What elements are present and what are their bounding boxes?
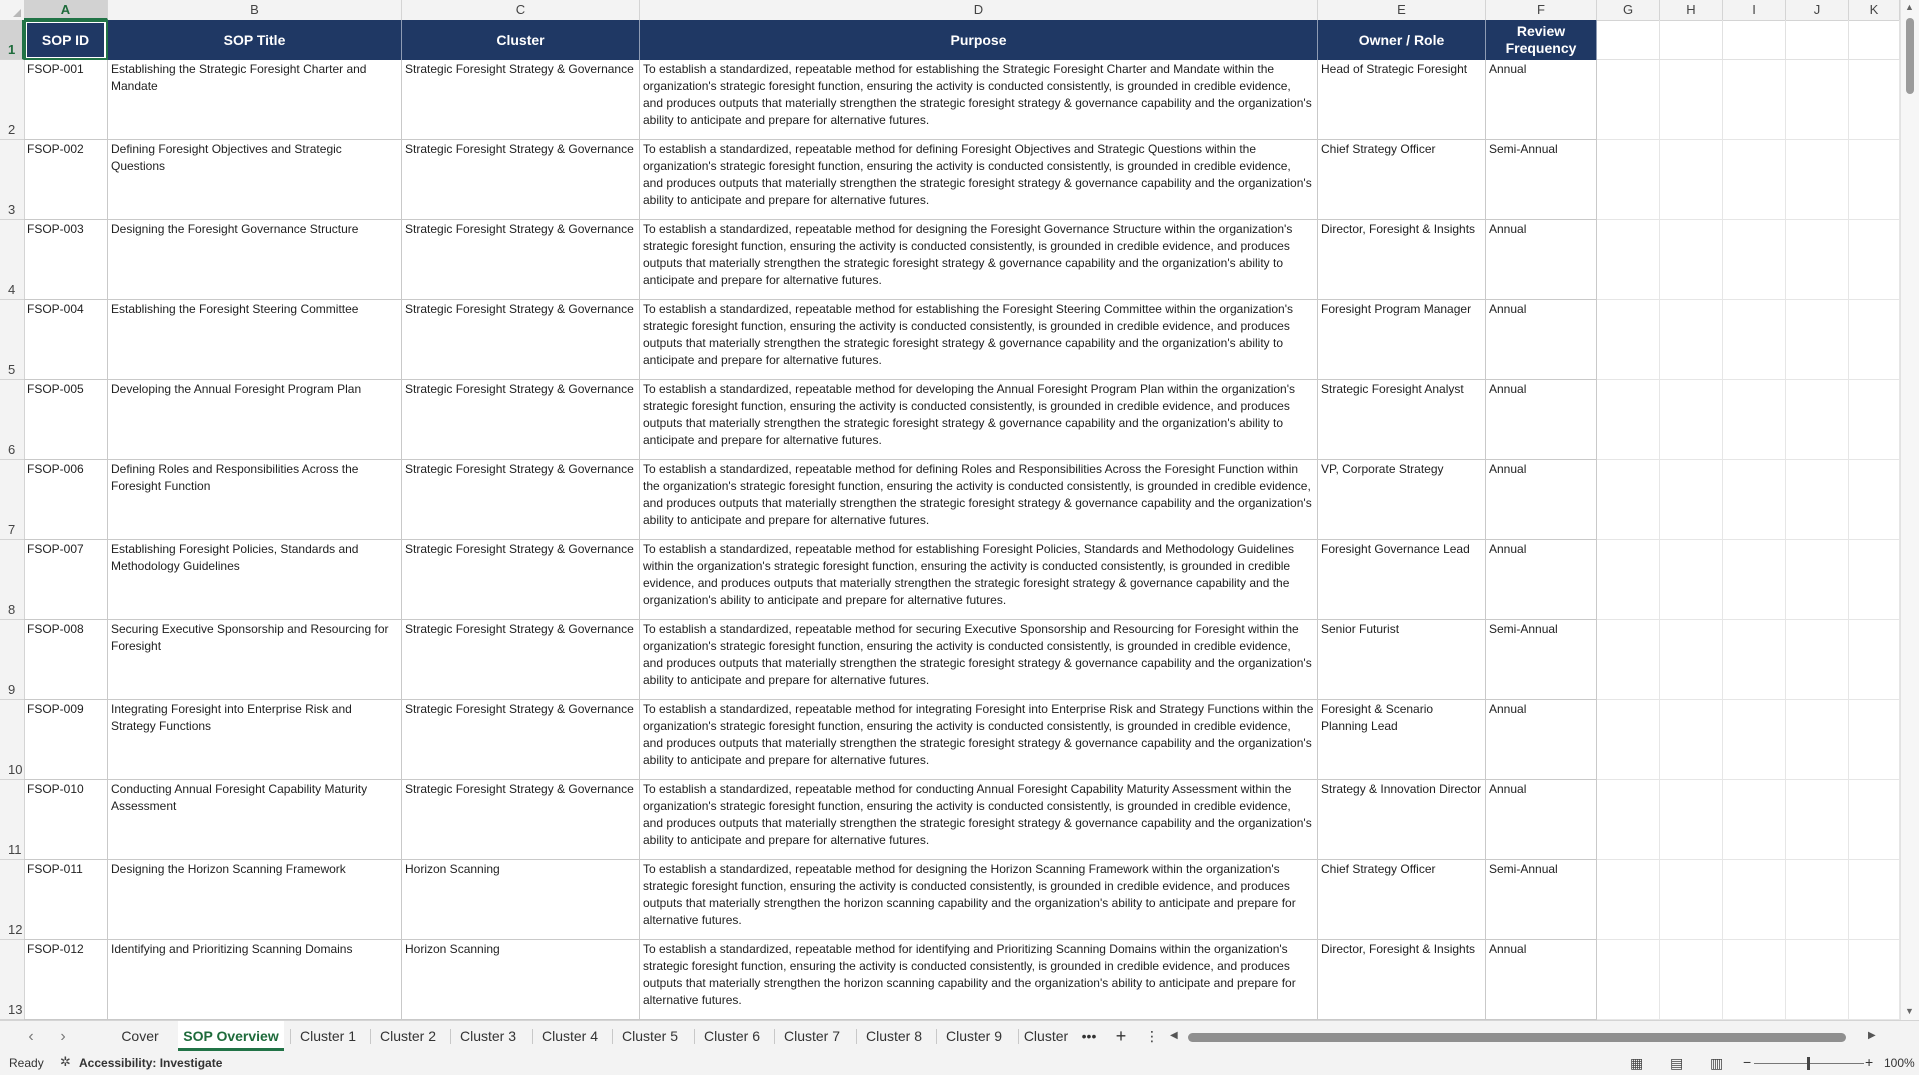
cell-purpose[interactable]: To establish a standardized, repeatable method for integrating Foresight into Enterprise Risk and Strategy Functions within the organization's strategic foresight function, ensuring the activity is conducted consistently, is grounded in credible evidence, and produces outputs that materially strengthen the strategic foresight strategy & governance capability and the organization's ability to anticipate and prepare for alternative futures. bbox=[640, 700, 1318, 780]
scroll-down-icon[interactable]: ▼ bbox=[1905, 1006, 1914, 1016]
empty-cell[interactable] bbox=[1786, 780, 1849, 860]
empty-cell[interactable] bbox=[1660, 220, 1723, 300]
column-header-b[interactable]: B bbox=[108, 0, 402, 20]
row-number: 3 bbox=[8, 202, 16, 217]
row-number: 6 bbox=[8, 442, 16, 457]
cell-freq[interactable]: Annual bbox=[1486, 700, 1597, 780]
cell-title[interactable]: Designing the Horizon Scanning Framework bbox=[108, 860, 402, 940]
cell-freq[interactable]: Annual bbox=[1486, 380, 1597, 460]
empty-cell[interactable] bbox=[1660, 460, 1723, 540]
empty-cell[interactable] bbox=[1723, 620, 1786, 700]
cell-cluster[interactable]: Strategic Foresight Strategy & Governance bbox=[402, 700, 640, 780]
empty-cell[interactable] bbox=[1597, 140, 1660, 220]
empty-cell[interactable] bbox=[1597, 780, 1660, 860]
ready-status: Ready bbox=[9, 1056, 44, 1070]
row-number: 11 bbox=[8, 842, 22, 857]
cell-cluster[interactable]: Strategic Foresight Strategy & Governance bbox=[402, 540, 640, 620]
row-header-12[interactable] bbox=[0, 860, 24, 940]
cell-owner[interactable]: Senior Futurist bbox=[1318, 620, 1486, 700]
row-header-7[interactable] bbox=[0, 460, 24, 540]
empty-cell[interactable] bbox=[1597, 220, 1660, 300]
table-row bbox=[24, 140, 1900, 220]
row-number: 10 bbox=[8, 762, 23, 777]
header-cell-a[interactable]: SOP ID bbox=[24, 20, 108, 60]
row-number: 13 bbox=[8, 1002, 23, 1017]
empty-cell[interactable] bbox=[1660, 140, 1723, 220]
accessibility-icon[interactable]: ✲ bbox=[60, 1054, 71, 1069]
column-header-bar bbox=[0, 0, 1900, 21]
cell-title[interactable]: Identifying and Prioritizing Scanning Domains bbox=[108, 940, 402, 1020]
cell-owner[interactable]: VP, Corporate Strategy bbox=[1318, 460, 1486, 540]
row-header-11[interactable] bbox=[0, 780, 24, 860]
sheet-tab-bar bbox=[0, 1020, 1919, 1053]
cell-cluster[interactable]: Strategic Foresight Strategy & Governance bbox=[402, 780, 640, 860]
empty-cell[interactable] bbox=[1660, 860, 1723, 940]
spreadsheet-grid[interactable] bbox=[24, 20, 1900, 1020]
sheet-tab-cluster-8[interactable]: Cluster 8 bbox=[865, 1028, 923, 1044]
sheet-tab-cluster-3[interactable]: Cluster 3 bbox=[459, 1028, 517, 1044]
empty-cell[interactable] bbox=[1786, 540, 1849, 620]
cell-title[interactable]: Establishing the Strategic Foresight Charter and Mandate bbox=[108, 60, 402, 140]
empty-cell[interactable] bbox=[1723, 460, 1786, 540]
empty-cell[interactable] bbox=[1786, 940, 1849, 1020]
cell-owner[interactable]: Strategy & Innovation Director bbox=[1318, 780, 1486, 860]
header-cell-f[interactable]: Review Frequency bbox=[1486, 20, 1597, 60]
cell-owner[interactable]: Foresight & Scenario Planning Lead bbox=[1318, 700, 1486, 780]
tab-separator bbox=[694, 1029, 695, 1044]
zoom-slider[interactable] bbox=[1754, 1063, 1864, 1064]
table-row bbox=[24, 220, 1900, 300]
cell-title[interactable]: Establishing the Foresight Steering Committee bbox=[108, 300, 402, 380]
cell-owner[interactable]: Chief Strategy Officer bbox=[1318, 860, 1486, 940]
cell-id[interactable]: FSOP-003 bbox=[24, 220, 108, 300]
empty-cell[interactable] bbox=[1723, 540, 1786, 620]
empty-cell[interactable] bbox=[1786, 20, 1849, 60]
sheet-tab-cluster-1[interactable]: Cluster 1 bbox=[299, 1028, 357, 1044]
sheet-tab-cluster-2[interactable]: Cluster 2 bbox=[379, 1028, 437, 1044]
row-number: 1 bbox=[8, 42, 16, 57]
tab-separator bbox=[450, 1029, 451, 1044]
empty-cell[interactable] bbox=[1786, 860, 1849, 940]
cell-title[interactable]: Securing Executive Sponsorship and Resourcing for Foresight bbox=[108, 620, 402, 700]
status-bar bbox=[0, 1052, 1919, 1075]
cell-freq[interactable]: Annual bbox=[1486, 300, 1597, 380]
table-row bbox=[24, 700, 1900, 780]
table-row bbox=[24, 60, 1900, 140]
cell-owner[interactable]: Strategic Foresight Analyst bbox=[1318, 380, 1486, 460]
zoom-slider-knob[interactable] bbox=[1807, 1057, 1810, 1070]
cell-purpose[interactable]: To establish a standardized, repeatable method for developing the Annual Foresight Program Plan within the organization's strategic foresight function, ensuring the activity is conducted consistently, is grounded in credible evidence, and produces outputs that materially strengthen the strategic foresight strategy & governance capability and the organization's ability to anticipate and prepare for alternative futures. bbox=[640, 380, 1318, 460]
cell-freq[interactable]: Semi-Annual bbox=[1486, 140, 1597, 220]
cell-freq[interactable]: Annual bbox=[1486, 940, 1597, 1020]
row-header-10[interactable] bbox=[0, 700, 24, 780]
cell-purpose[interactable]: To establish a standardized, repeatable method for establishing the Strategic Foresight Charter and Mandate within the organization's strategic foresight function, ensuring the activity is conducted consistently, is grounded in credible evidence, and produces outputs that materially strengthen the strategic foresight strategy & governance capability and the organization's ability to anticipate and prepare for alternative futures. bbox=[640, 60, 1318, 140]
empty-cell[interactable] bbox=[1849, 300, 1900, 380]
page-break-view-icon[interactable]: ▥ bbox=[1710, 1055, 1724, 1071]
empty-cell[interactable] bbox=[1849, 700, 1900, 780]
empty-cell[interactable] bbox=[1723, 700, 1786, 780]
empty-cell[interactable] bbox=[1597, 540, 1660, 620]
empty-cell[interactable] bbox=[1849, 140, 1900, 220]
empty-cell[interactable] bbox=[1723, 940, 1786, 1020]
page-layout-view-icon[interactable]: ▤ bbox=[1670, 1055, 1684, 1071]
cell-id[interactable]: FSOP-007 bbox=[24, 540, 108, 620]
cell-id[interactable]: FSOP-004 bbox=[24, 300, 108, 380]
zoom-in-icon[interactable]: + bbox=[1865, 1054, 1874, 1070]
cell-purpose[interactable]: To establish a standardized, repeatable method for conducting Annual Foresight Capability Maturity Assessment within the organization's strategic foresight function, ensuring the activity is conducted consistently, is grounded in credible evidence, and produces outputs that materially strengthen the strategic foresight strategy & governance capability and the organization's ability to anticipate and prepare for alternative futures. bbox=[640, 780, 1318, 860]
empty-cell[interactable] bbox=[1786, 620, 1849, 700]
cell-id[interactable]: FSOP-002 bbox=[24, 140, 108, 220]
empty-cell[interactable] bbox=[1723, 140, 1786, 220]
cell-freq[interactable]: Annual bbox=[1486, 540, 1597, 620]
cell-title[interactable]: Establishing Foresight Policies, Standards and Methodology Guidelines bbox=[108, 540, 402, 620]
sheet-tab-cluster[interactable]: Cluster bbox=[1023, 1028, 1069, 1044]
vertical-scrollbar[interactable] bbox=[1900, 0, 1919, 1020]
empty-cell[interactable] bbox=[1849, 380, 1900, 460]
sheet-tab-cluster-6[interactable]: Cluster 6 bbox=[703, 1028, 761, 1044]
cell-purpose[interactable]: To establish a standardized, repeatable method for defining Roles and Responsibilities Across the Foresight Function within the organization's strategic foresight function, ensuring the activity is conducted consistently, is grounded in credible evidence, and produces outputs that materially strengthen the strategic foresight strategy & governance capability and the organization's ability to anticipate and prepare for alternative futures. bbox=[640, 460, 1318, 540]
sheet-tab-cluster-9[interactable]: Cluster 9 bbox=[945, 1028, 1003, 1044]
row-header-4[interactable] bbox=[0, 220, 24, 300]
header-cell-b[interactable]: SOP Title bbox=[108, 20, 402, 60]
column-header-f[interactable]: F bbox=[1486, 0, 1597, 20]
prev-sheet-icon[interactable]: ‹ bbox=[28, 1028, 34, 1045]
cell-cluster[interactable]: Horizon Scanning bbox=[402, 860, 640, 940]
sheet-tab-cluster-7[interactable]: Cluster 7 bbox=[783, 1028, 841, 1044]
cell-freq[interactable]: Annual bbox=[1486, 220, 1597, 300]
cell-purpose[interactable]: To establish a standardized, repeatable method for securing Executive Sponsorship and Resourcing for Foresight within the organization's strategic foresight function, ensuring the activity is conducted consistently, is grounded in credible evidence, and produces outputs that materially strengthen the strategic foresight strategy & governance capability and the organization's ability to anticipate and prepare for alternative futures. bbox=[640, 620, 1318, 700]
cell-title[interactable]: Integrating Foresight into Enterprise Risk and Strategy Functions bbox=[108, 700, 402, 780]
empty-cell[interactable] bbox=[1597, 620, 1660, 700]
accessibility-status[interactable]: Accessibility: Investigate bbox=[79, 1056, 223, 1070]
column-header-c[interactable]: C bbox=[402, 0, 640, 20]
cell-id[interactable]: FSOP-010 bbox=[24, 780, 108, 860]
column-header-g[interactable]: G bbox=[1597, 0, 1660, 20]
cell-id[interactable]: FSOP-001 bbox=[24, 60, 108, 140]
cell-purpose[interactable]: To establish a standardized, repeatable method for designing the Horizon Scanning Framework within the organization's strategic foresight function, ensuring the activity is conducted consistently, is grounded in credible evidence, and produces outputs that materially strengthen the horizon scanning capability and the organization's ability to anticipate and prepare for alternative futures. bbox=[640, 860, 1318, 940]
empty-cell[interactable] bbox=[1723, 60, 1786, 140]
scroll-left-icon[interactable]: ◀ bbox=[1170, 1030, 1178, 1041]
sheet-tab-sop-overview[interactable]: SOP Overview bbox=[178, 1021, 284, 1051]
next-sheet-icon[interactable]: › bbox=[60, 1028, 66, 1045]
table-row bbox=[24, 620, 1900, 700]
empty-cell[interactable] bbox=[1660, 780, 1723, 860]
tab-separator bbox=[370, 1029, 371, 1044]
cell-id[interactable]: FSOP-008 bbox=[24, 620, 108, 700]
empty-cell[interactable] bbox=[1786, 60, 1849, 140]
cell-cluster[interactable]: Strategic Foresight Strategy & Governance bbox=[402, 140, 640, 220]
cell-cluster[interactable]: Strategic Foresight Strategy & Governance bbox=[402, 380, 640, 460]
column-header-i[interactable]: I bbox=[1723, 0, 1786, 20]
cell-title[interactable]: Designing the Foresight Governance Structure bbox=[108, 220, 402, 300]
cell-purpose[interactable]: To establish a standardized, repeatable method for establishing Foresight Policies, Standards and Methodology Guidelines within the organization's strategic foresight function, ensuring the activity is conducted consistently, is grounded in credible evidence, and produces outputs that materially strengthen the strategic foresight strategy & governance capability and the organization's ability to anticipate and prepare for alternative futures. bbox=[640, 540, 1318, 620]
empty-cell[interactable] bbox=[1849, 620, 1900, 700]
cell-title[interactable]: Developing the Annual Foresight Program Plan bbox=[108, 380, 402, 460]
cell-id[interactable]: FSOP-005 bbox=[24, 380, 108, 460]
table-row bbox=[24, 380, 1900, 460]
empty-cell[interactable] bbox=[1723, 20, 1786, 60]
empty-cell[interactable] bbox=[1660, 380, 1723, 460]
sheet-tab-cluster-5[interactable]: Cluster 5 bbox=[621, 1028, 679, 1044]
cell-cluster[interactable]: Strategic Foresight Strategy & Governance bbox=[402, 620, 640, 700]
tab-separator bbox=[290, 1029, 291, 1044]
row-header-bar bbox=[0, 20, 25, 1020]
empty-cell[interactable] bbox=[1849, 20, 1900, 60]
empty-cell[interactable] bbox=[1597, 300, 1660, 380]
empty-cell[interactable] bbox=[1786, 380, 1849, 460]
cell-freq[interactable]: Annual bbox=[1486, 780, 1597, 860]
empty-cell[interactable] bbox=[1723, 780, 1786, 860]
empty-cell[interactable] bbox=[1786, 220, 1849, 300]
select-all-triangle-icon bbox=[13, 9, 21, 17]
column-header-j[interactable]: J bbox=[1786, 0, 1849, 20]
cell-purpose[interactable]: To establish a standardized, repeatable method for designing the Foresight Governance Structure within the organization's strategic foresight function, ensuring the activity is conducted consistently, is grounded in credible evidence, and produces outputs that materially strengthen the strategic foresight strategy & governance capability and the organization's ability to anticipate and prepare for alternative futures. bbox=[640, 220, 1318, 300]
row-number: 7 bbox=[8, 522, 16, 537]
empty-cell[interactable] bbox=[1660, 300, 1723, 380]
cell-cluster[interactable]: Strategic Foresight Strategy & Governance bbox=[402, 460, 640, 540]
vertical-scroll-thumb[interactable] bbox=[1906, 18, 1914, 94]
cell-id[interactable]: FSOP-009 bbox=[24, 700, 108, 780]
column-header-a[interactable]: A bbox=[24, 0, 108, 20]
tab-separator bbox=[532, 1029, 533, 1044]
tab-separator bbox=[774, 1029, 775, 1044]
cell-freq[interactable]: Semi-Annual bbox=[1486, 620, 1597, 700]
tab-separator bbox=[936, 1029, 937, 1044]
empty-cell[interactable] bbox=[1849, 780, 1900, 860]
empty-cell[interactable] bbox=[1597, 940, 1660, 1020]
header-cell-c[interactable]: Cluster bbox=[402, 20, 640, 60]
table-row bbox=[24, 460, 1900, 540]
empty-cell[interactable] bbox=[1597, 380, 1660, 460]
empty-cell[interactable] bbox=[1786, 700, 1849, 780]
empty-cell[interactable] bbox=[1660, 940, 1723, 1020]
header-cell-d[interactable]: Purpose bbox=[640, 20, 1318, 60]
tab-separator bbox=[1018, 1029, 1019, 1044]
cell-purpose[interactable]: To establish a standardized, repeatable method for establishing the Foresight Steering Committee within the organization's strategic foresight function, ensuring the activity is conducted consistently, is grounded in credible evidence, and produces outputs that materially strengthen the strategic foresight strategy & governance capability and the organization's ability to anticipate and prepare for alternative futures. bbox=[640, 300, 1318, 380]
row-header-13[interactable] bbox=[0, 940, 24, 1020]
cell-id[interactable]: FSOP-006 bbox=[24, 460, 108, 540]
empty-cell[interactable] bbox=[1786, 460, 1849, 540]
cell-freq[interactable]: Annual bbox=[1486, 460, 1597, 540]
scroll-up-icon[interactable]: ▲ bbox=[1905, 2, 1914, 12]
cell-cluster[interactable]: Horizon Scanning bbox=[402, 940, 640, 1020]
row-number: 9 bbox=[8, 682, 16, 697]
cell-owner[interactable]: Director, Foresight & Insights bbox=[1318, 220, 1486, 300]
column-header-k[interactable]: K bbox=[1849, 0, 1900, 20]
zoom-out-icon[interactable]: − bbox=[1743, 1054, 1752, 1070]
select-all-corner[interactable] bbox=[0, 0, 25, 20]
sheet-tab-cluster-4[interactable]: Cluster 4 bbox=[541, 1028, 599, 1044]
cell-title[interactable]: Conducting Annual Foresight Capability Maturity Assessment bbox=[108, 780, 402, 860]
cell-purpose[interactable]: To establish a standardized, repeatable method for defining Foresight Objectives and Strategic Questions within the organization's strategic foresight function, ensuring the activity is conducted consistently, is grounded in credible evidence, and produces outputs that materially strengthen the strategic foresight strategy & governance capability and the organization's ability to anticipate and prepare for alternative futures. bbox=[640, 140, 1318, 220]
empty-cell[interactable] bbox=[1849, 220, 1900, 300]
column-header-d[interactable]: D bbox=[640, 0, 1318, 20]
header-cell-e[interactable]: Owner / Role bbox=[1318, 20, 1486, 60]
row-header-3[interactable] bbox=[0, 140, 24, 220]
cell-id[interactable]: FSOP-011 bbox=[24, 860, 108, 940]
cell-purpose[interactable]: To establish a standardized, repeatable method for identifying and Prioritizing Scanning Domains within the organization's strategic foresight function, ensuring the activity is conducted consistently, is grounded in credible evidence, and produces outputs that materially strengthen the horizon scanning capability and the organization's ability to anticipate and prepare for alternative futures. bbox=[640, 940, 1318, 1020]
row-number: 8 bbox=[8, 602, 16, 617]
table-row bbox=[24, 780, 1900, 860]
empty-cell[interactable] bbox=[1660, 60, 1723, 140]
cell-owner[interactable]: Chief Strategy Officer bbox=[1318, 140, 1486, 220]
cell-owner[interactable]: Foresight Program Manager bbox=[1318, 300, 1486, 380]
empty-cell[interactable] bbox=[1849, 460, 1900, 540]
cell-title[interactable]: Defining Roles and Responsibilities Across the Foresight Function bbox=[108, 460, 402, 540]
scroll-right-icon[interactable]: ▶ bbox=[1868, 1030, 1876, 1041]
cell-cluster[interactable]: Strategic Foresight Strategy & Governance bbox=[402, 300, 640, 380]
empty-cell[interactable] bbox=[1660, 700, 1723, 780]
sheet-options-icon[interactable]: ⋮ bbox=[1145, 1028, 1159, 1044]
cell-cluster[interactable]: Strategic Foresight Strategy & Governance bbox=[402, 220, 640, 300]
empty-cell[interactable] bbox=[1849, 540, 1900, 620]
zoom-level[interactable]: 100% bbox=[1884, 1056, 1915, 1070]
row-header-6[interactable] bbox=[0, 380, 24, 460]
empty-cell[interactable] bbox=[1786, 140, 1849, 220]
row-header-5[interactable] bbox=[0, 300, 24, 380]
empty-cell[interactable] bbox=[1597, 700, 1660, 780]
table-row bbox=[24, 540, 1900, 620]
row-number: 12 bbox=[8, 922, 23, 937]
horizontal-scroll-thumb[interactable] bbox=[1188, 1033, 1846, 1042]
empty-cell[interactable] bbox=[1597, 460, 1660, 540]
empty-cell[interactable] bbox=[1849, 940, 1900, 1020]
empty-cell[interactable] bbox=[1849, 60, 1900, 140]
tab-separator bbox=[856, 1029, 857, 1044]
row-header-8[interactable] bbox=[0, 540, 24, 620]
cell-freq[interactable]: Annual bbox=[1486, 60, 1597, 140]
tab-separator bbox=[612, 1029, 613, 1044]
empty-cell[interactable] bbox=[1723, 380, 1786, 460]
cell-title[interactable]: Defining Foresight Objectives and Strategic Questions bbox=[108, 140, 402, 220]
row-number: 4 bbox=[8, 282, 16, 297]
empty-cell[interactable] bbox=[1597, 60, 1660, 140]
row-number: 5 bbox=[8, 362, 16, 377]
empty-cell[interactable] bbox=[1660, 540, 1723, 620]
cell-owner[interactable]: Director, Foresight & Insights bbox=[1318, 940, 1486, 1020]
empty-cell[interactable] bbox=[1723, 300, 1786, 380]
column-header-h[interactable]: H bbox=[1660, 0, 1723, 20]
empty-cell[interactable] bbox=[1786, 300, 1849, 380]
horizontal-scrollbar[interactable] bbox=[1170, 1030, 1880, 1044]
cell-cluster[interactable]: Strategic Foresight Strategy & Governance bbox=[402, 60, 640, 140]
empty-cell[interactable] bbox=[1660, 20, 1723, 60]
empty-cell[interactable] bbox=[1660, 620, 1723, 700]
cell-owner[interactable]: Head of Strategic Foresight bbox=[1318, 60, 1486, 140]
empty-cell[interactable] bbox=[1597, 20, 1660, 60]
add-sheet-button[interactable]: + bbox=[1115, 1026, 1127, 1046]
cell-id[interactable]: FSOP-012 bbox=[24, 940, 108, 1020]
empty-cell[interactable] bbox=[1723, 220, 1786, 300]
cell-owner[interactable]: Foresight Governance Lead bbox=[1318, 540, 1486, 620]
empty-cell[interactable] bbox=[1597, 860, 1660, 940]
normal-view-icon[interactable]: ▦ bbox=[1630, 1055, 1644, 1071]
column-header-e[interactable]: E bbox=[1318, 0, 1486, 20]
empty-cell[interactable] bbox=[1849, 860, 1900, 940]
row-header-1[interactable] bbox=[0, 20, 24, 60]
more-sheets-button[interactable]: ••• bbox=[1081, 1028, 1097, 1044]
table-row bbox=[24, 300, 1900, 380]
empty-cell[interactable] bbox=[1723, 860, 1786, 940]
row-header-2[interactable] bbox=[0, 60, 24, 140]
table-row bbox=[24, 940, 1900, 1020]
table-row bbox=[24, 860, 1900, 940]
cell-freq[interactable]: Semi-Annual bbox=[1486, 860, 1597, 940]
sheet-tab-cover[interactable]: Cover bbox=[121, 1028, 159, 1044]
row-number: 2 bbox=[8, 122, 16, 137]
row-header-9[interactable] bbox=[0, 620, 24, 700]
